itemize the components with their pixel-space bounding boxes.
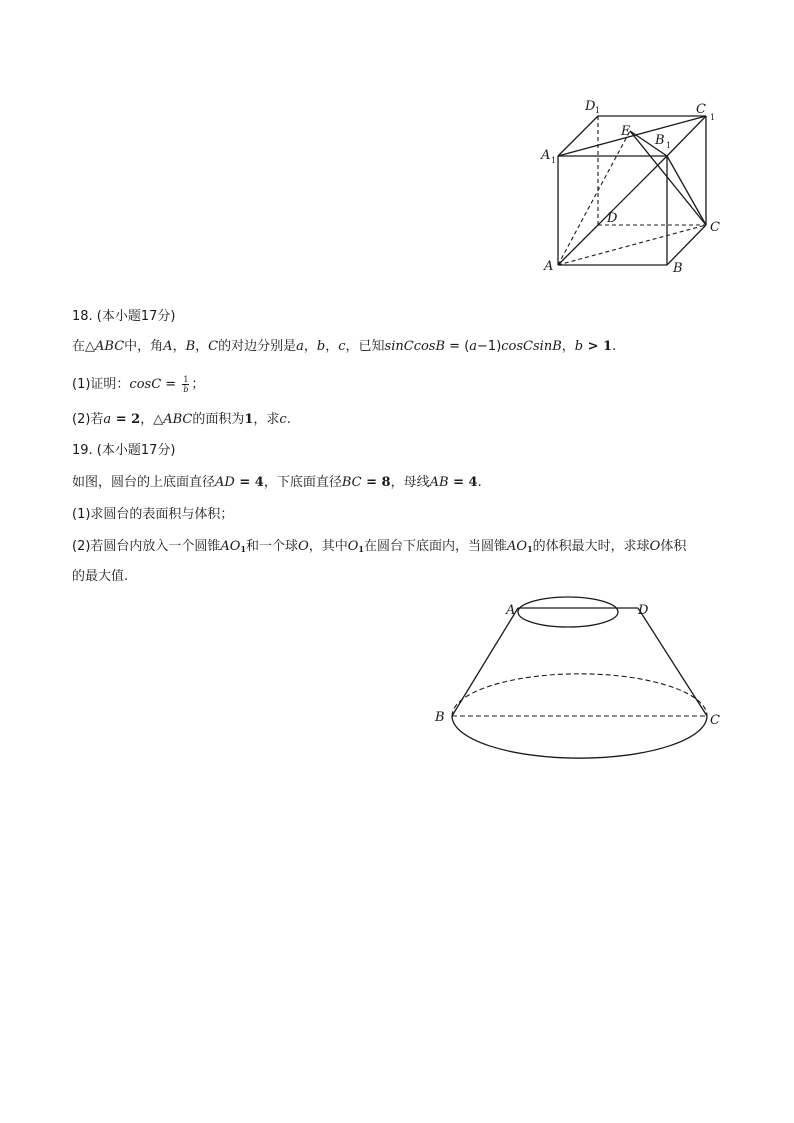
frustum-diagram bbox=[428, 596, 728, 766]
bottom-base-front-arc bbox=[452, 716, 707, 758]
q19-p2-mid2: ，其中 bbox=[308, 539, 348, 554]
q18-comma3: ， bbox=[303, 339, 317, 354]
q19-part2-line1 bbox=[72, 538, 686, 558]
q18-p1-eq: = bbox=[161, 377, 181, 392]
q18-p2-end: . bbox=[286, 412, 291, 427]
q18-eq-minus: −1) bbox=[477, 339, 502, 354]
q18-stem bbox=[72, 338, 616, 356]
q18-p1-end: ； bbox=[191, 377, 205, 392]
cube-figure bbox=[530, 92, 730, 282]
q19-o-a: O bbox=[298, 539, 309, 554]
frustum-figure bbox=[428, 596, 728, 766]
q19-p2-prefix: (2)若圆台内放入一个圆锥 bbox=[72, 539, 221, 554]
label-c1: C bbox=[696, 102, 706, 117]
q19-stem bbox=[72, 474, 482, 492]
q18-b-upper: B bbox=[185, 339, 196, 354]
q18-p2-mid3: ，求 bbox=[253, 412, 280, 427]
hidden-seg-ac bbox=[558, 225, 706, 265]
q18-eq-lhs: sinCcosB bbox=[384, 339, 446, 354]
q19-part1: (1)求圆台的表面积与体积； bbox=[72, 507, 234, 522]
label-d: D bbox=[607, 211, 618, 226]
label-b1: B bbox=[655, 133, 665, 148]
label-e: E bbox=[621, 124, 631, 139]
q19-p2-mid5: 体积 bbox=[660, 539, 687, 554]
q19-ab: AB bbox=[429, 475, 449, 490]
label-d1: D bbox=[585, 99, 596, 114]
q19-ao1-a: AO bbox=[220, 539, 241, 554]
edge-bc bbox=[667, 225, 706, 265]
label-c: C bbox=[710, 220, 720, 235]
diag-a1c1 bbox=[558, 116, 706, 156]
q19-header: 19. (本小题17分) bbox=[72, 443, 176, 458]
q18-part2 bbox=[72, 411, 291, 429]
q18-p2-mid2: 的面积为 bbox=[192, 412, 245, 427]
q18-comma4: ， bbox=[325, 339, 339, 354]
q18-p2-c: c bbox=[279, 412, 287, 427]
q19-bc: BC bbox=[341, 475, 362, 490]
q18-c-lower: c bbox=[338, 339, 346, 354]
label-d: D bbox=[638, 603, 649, 618]
q18-stem-mid2: 的对边分别是 bbox=[218, 339, 297, 354]
q19-ad: AD bbox=[215, 475, 235, 490]
q18-comma1: ， bbox=[172, 339, 186, 354]
generatrix-dc bbox=[638, 608, 707, 716]
label-b: B bbox=[673, 261, 683, 276]
q19-ao1-b: AO bbox=[507, 539, 528, 554]
q18-p2-prefix: (2)若 bbox=[72, 412, 104, 427]
q18-p1-numerator: 1 bbox=[183, 375, 189, 384]
label-c: C bbox=[710, 713, 720, 728]
q19-mid1: ，下底面直径 bbox=[263, 475, 342, 490]
q18-p2-mid: ， bbox=[140, 412, 154, 427]
q19-o1-sub: 1 bbox=[358, 544, 364, 554]
edge-b1c1 bbox=[667, 116, 706, 156]
label-a: A bbox=[506, 603, 516, 618]
q18-header: 18. (本小题17分) bbox=[72, 309, 176, 324]
label-a1-sub: 1 bbox=[551, 156, 557, 165]
q18-c-upper: C bbox=[208, 339, 219, 354]
q18-b-lower: b bbox=[316, 339, 326, 354]
q18-p2-a: a bbox=[103, 412, 112, 427]
q19-p2-mid3: 在圆台下底面内，当圆锥 bbox=[364, 539, 508, 554]
q18-comma2: ， bbox=[195, 339, 209, 354]
q18-eq-rhs: cosCsinB bbox=[501, 339, 562, 354]
label-a1: A bbox=[541, 148, 551, 163]
q18-cond-op: > 1 bbox=[583, 339, 613, 354]
q19-eq4: = 4 bbox=[234, 475, 264, 490]
hidden-seg-ae bbox=[558, 131, 630, 265]
cube-diagram bbox=[530, 92, 730, 282]
q19-mid2: ，母线 bbox=[390, 475, 430, 490]
q19-ao1-sub-b: 1 bbox=[527, 544, 533, 554]
q18-p1-expr: cosC bbox=[129, 377, 162, 392]
q18-p1-denominator: b bbox=[183, 385, 189, 394]
q18-triangle: △ bbox=[85, 339, 96, 354]
q19-o-b: O bbox=[649, 539, 661, 554]
q19-period: . bbox=[477, 475, 482, 490]
bottom-base-back-arc bbox=[452, 674, 707, 716]
q18-a-lower: a bbox=[296, 339, 304, 354]
q18-p1-prefix: (1)证明： bbox=[72, 377, 130, 392]
q18-p1-fraction bbox=[182, 375, 189, 394]
q18-eq-sign: = ( bbox=[445, 339, 470, 354]
q18-stem-prefix: 在 bbox=[72, 339, 86, 354]
label-d1-sub: 1 bbox=[595, 106, 601, 115]
q18-abc: ABC bbox=[95, 339, 125, 354]
label-c1-sub: 1 bbox=[710, 113, 716, 122]
label-b: B bbox=[435, 710, 445, 725]
q19-p2-mid1: 和一个球 bbox=[246, 539, 299, 554]
q18-p2-abc: ABC bbox=[163, 412, 193, 427]
seg-b1c bbox=[667, 156, 706, 225]
q18-comma5: ， bbox=[561, 339, 575, 354]
q19-p2-mid4: 的体积最大时，求球 bbox=[532, 539, 650, 554]
q19-part2-line2: 的最大值. bbox=[72, 569, 129, 584]
q18-cond-b: b bbox=[574, 339, 584, 354]
q18-p2-eq: = 2 bbox=[111, 412, 141, 427]
q19-eq8: = 8 bbox=[361, 475, 391, 490]
q18-period: . bbox=[612, 339, 617, 354]
q18-part1 bbox=[72, 374, 204, 396]
top-base-ellipse bbox=[518, 597, 618, 627]
q19-eq4b: = 4 bbox=[448, 475, 478, 490]
q18-stem-mid3: ，已知 bbox=[345, 339, 385, 354]
q18-eq-a: a bbox=[469, 339, 478, 354]
q18-p2-one: 1 bbox=[244, 412, 254, 427]
q18-a-upper: A bbox=[163, 339, 173, 354]
q18-p2-triangle: △ bbox=[153, 412, 164, 427]
label-b1-sub: 1 bbox=[666, 141, 672, 150]
q19-o1: O bbox=[347, 539, 359, 554]
q19-stem-prefix: 如图，圆台的上底面直径 bbox=[72, 475, 216, 490]
q18-stem-mid1: 中，角 bbox=[124, 339, 164, 354]
label-a: A bbox=[544, 259, 554, 274]
q19-ao1-sub-a: 1 bbox=[240, 544, 247, 554]
